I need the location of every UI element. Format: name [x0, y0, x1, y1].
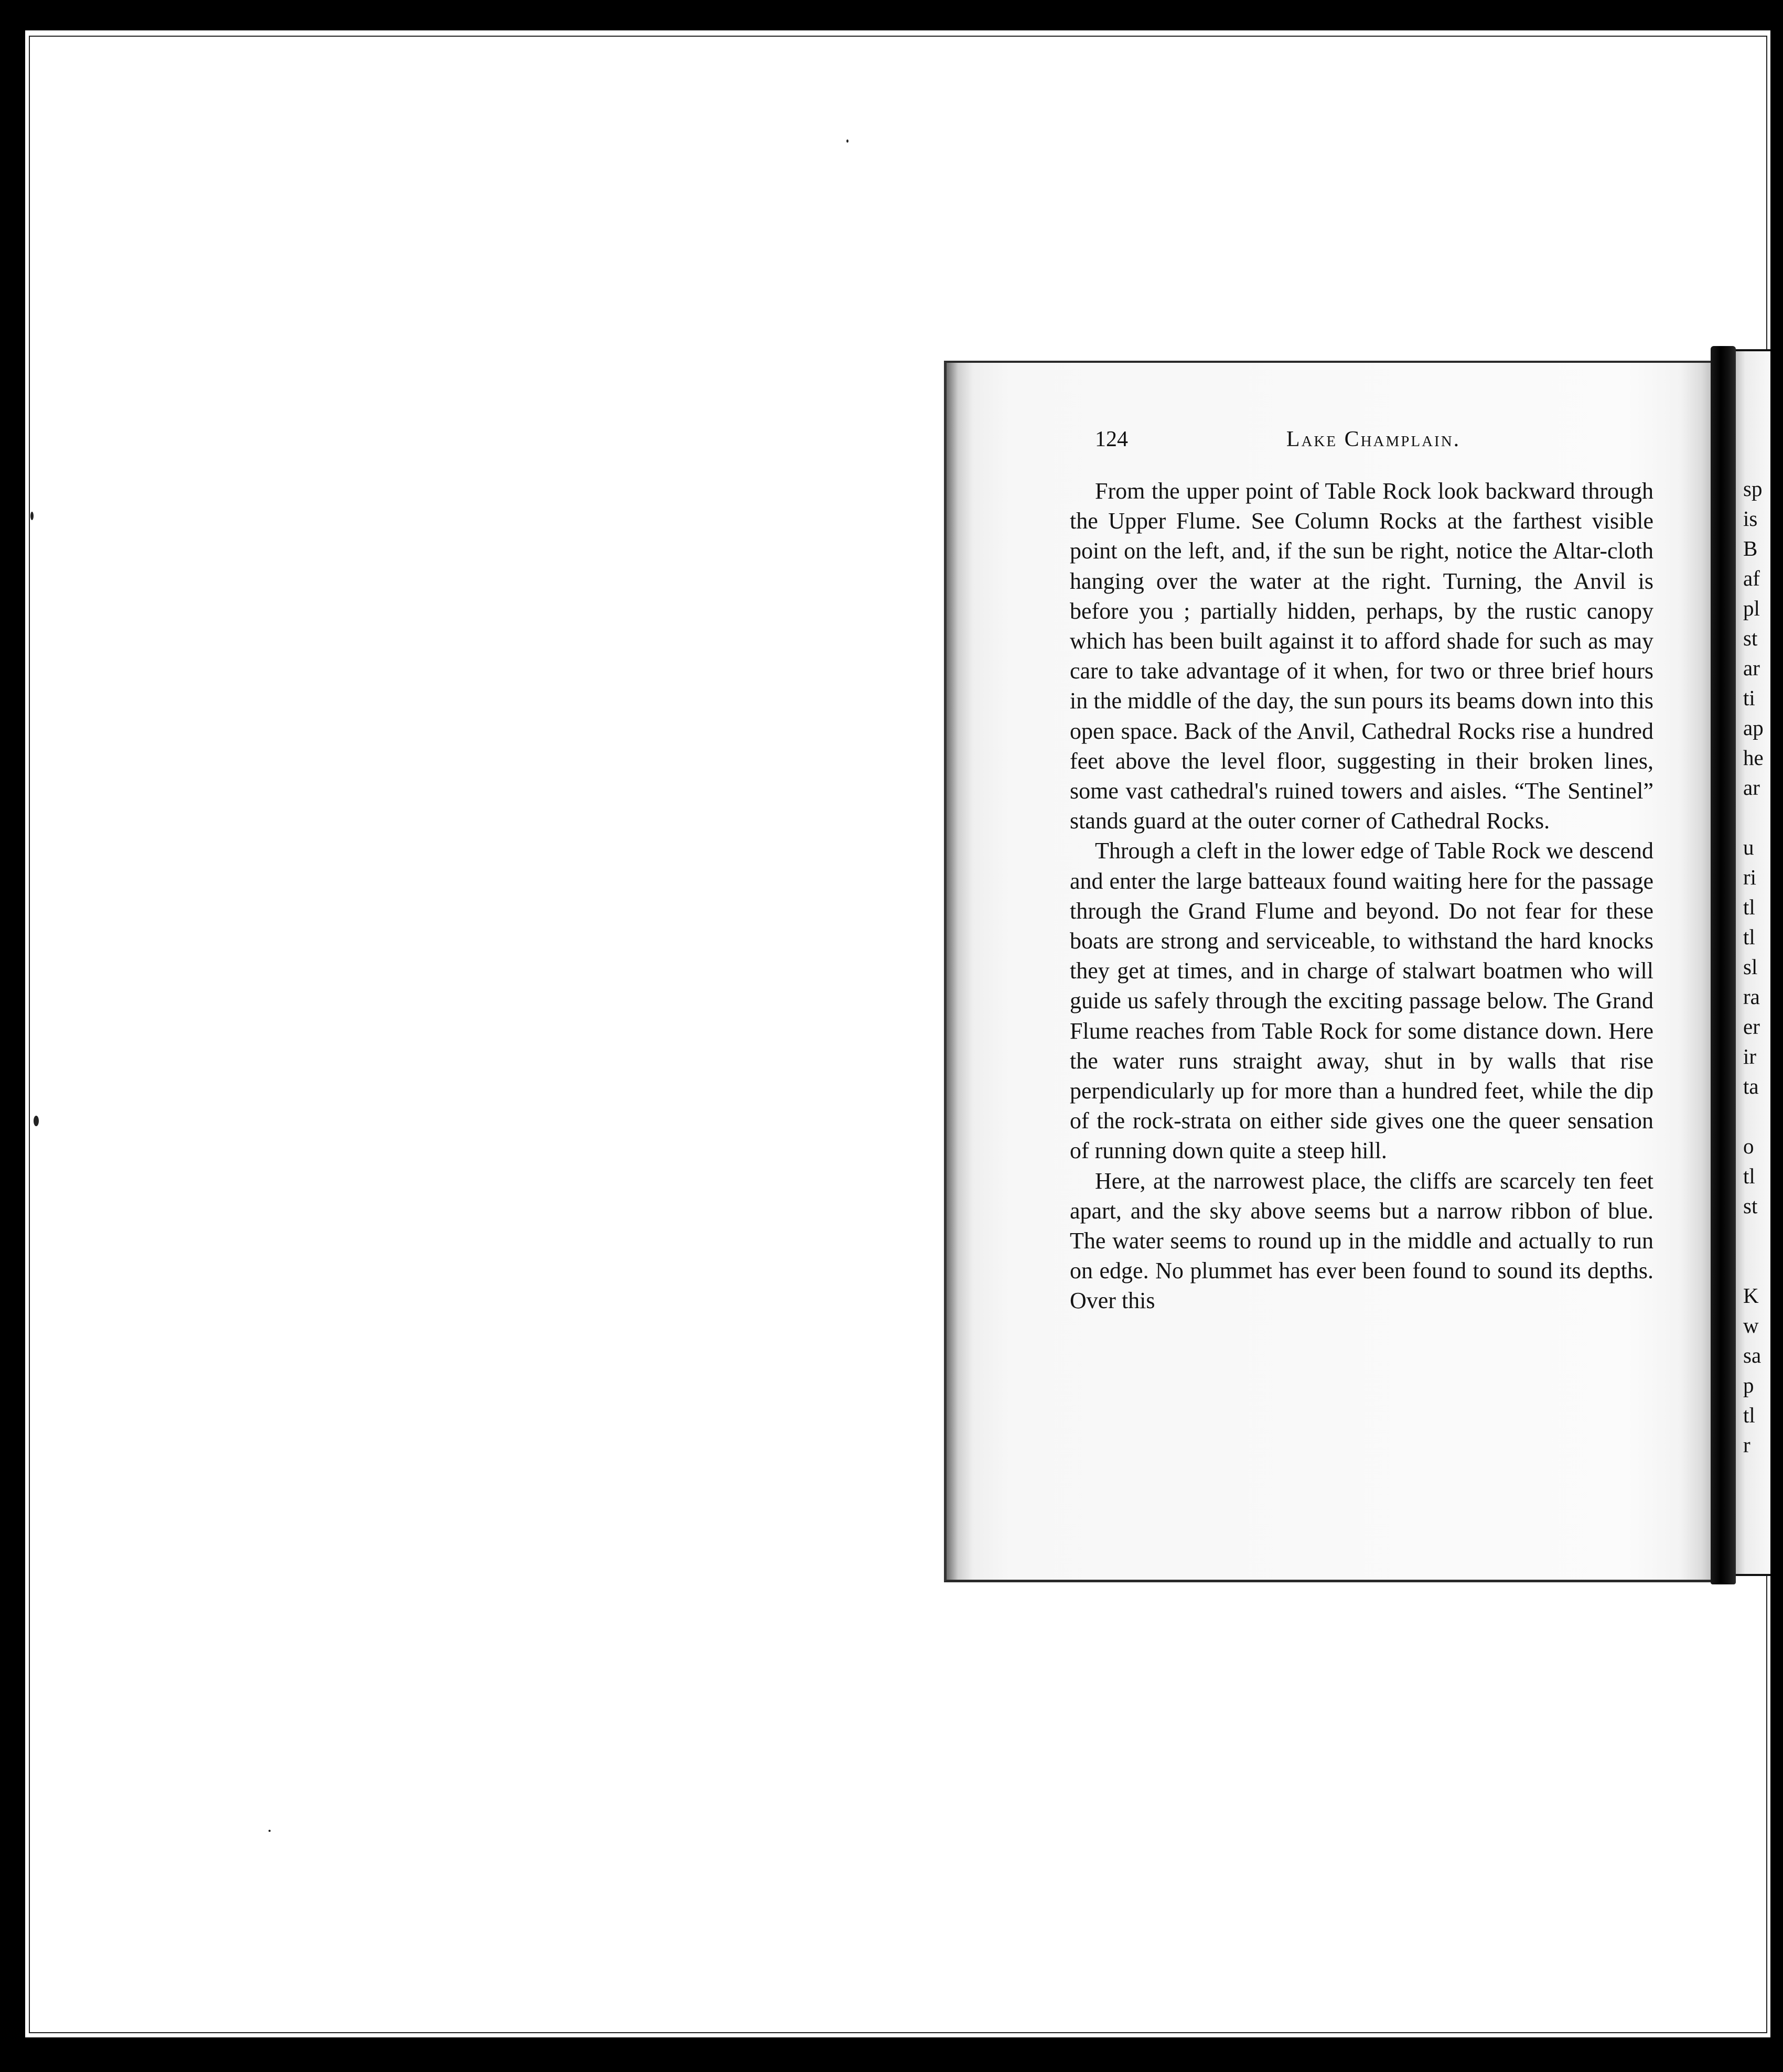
book-spine: [1711, 346, 1736, 1584]
facing-page-line: ta: [1743, 1074, 1759, 1098]
scan-border-bottom: [0, 2037, 1783, 2072]
facing-page-line: ir: [1743, 1044, 1757, 1069]
scan-border-left: [0, 0, 25, 2072]
facing-page-line: he: [1743, 746, 1764, 770]
facing-page-line: B: [1743, 536, 1758, 560]
running-title: Lake Champlain.: [1286, 427, 1461, 451]
facing-page-line: tl: [1743, 925, 1755, 949]
facing-page-line: K: [1743, 1283, 1759, 1308]
facing-page-line: ti: [1743, 686, 1755, 710]
body-text: [1070, 476, 1653, 1316]
facing-page-line: sa: [1743, 1343, 1761, 1367]
facing-page-line: er: [1743, 1015, 1760, 1039]
facing-page-line: st: [1743, 626, 1758, 650]
facing-page-line: ar: [1743, 656, 1760, 680]
facing-page-line: u: [1743, 835, 1754, 859]
scan-speck: [846, 139, 848, 143]
facing-page-line: ri: [1743, 865, 1757, 889]
facing-page-line: st: [1743, 1194, 1758, 1218]
scan-speck: [34, 1116, 39, 1126]
facing-page-line: sl: [1743, 955, 1758, 979]
paragraph: From the upper point of Table Rock look backward through the Upper Flume. See Column Rocks at the farthest visible point on the left, and, if the sun be right, notice the Altar-cloth hanging over the water at the right. Turning, the Anvil is before you ; partially hidden, perhaps, by the rustic canopy which has been built against it to afford shade for such as may care to take advantage of it when, for two or three brief hours in the middle of the day, the sun pours its beams down into this open space. Back of the Anvil, Cathedral Rocks rise a hundred feet above the level floor, suggesting in their broken lines, some vast cathedral's ruined towers and aisles. “The Sentinel” stands guard at the outer corner of Cathedral Rocks.: [1070, 478, 1653, 834]
paragraph: Here, at the narrowest place, the cliffs are scarcely ten feet apart, and the sky above seems but a narrow ribbon of blue. The water seems to round up in the middle and actually to run on edge. No plummet has ever been found to sound its depths. Over this: [1070, 1168, 1653, 1314]
scan-border-right: [1770, 0, 1783, 2072]
facing-page-line: pl: [1743, 596, 1760, 620]
scan-border-top: [0, 0, 1783, 30]
scan-speck: [268, 1830, 271, 1832]
scan-speck: [30, 512, 34, 520]
facing-page-line: ap: [1743, 716, 1764, 740]
facing-page-line: tl: [1743, 895, 1755, 919]
running-head: [1095, 424, 1652, 455]
facing-page-line: r: [1743, 1433, 1750, 1457]
facing-page-line: ra: [1743, 985, 1760, 1009]
facing-page-line: af: [1743, 566, 1760, 590]
facing-page-line: is: [1743, 506, 1758, 531]
facing-page-line: p: [1743, 1373, 1754, 1397]
facing-page-line: tl: [1743, 1403, 1755, 1427]
facing-page-line: ar: [1743, 775, 1760, 800]
facing-page-line: w: [1743, 1313, 1759, 1337]
facing-page-line: sp: [1743, 477, 1763, 501]
facing-page-line: tl: [1743, 1164, 1755, 1188]
facing-page-line: o: [1743, 1134, 1754, 1158]
facing-page: [1736, 349, 1770, 1576]
page-number: 124: [1095, 427, 1128, 451]
paragraph: Through a cleft in the lower edge of Table Rock we descend and enter the large batteaux found waiting here for the passage through the Grand Flume and beyond. Do not fear for these boats are strong and serviceable, to withstand the hard knocks they get at times, and in charge of stalwart boatmen who will guide us safely through the exciting passage below. The Grand Flume reaches from Table Rock for some distance down. Here the water runs straight away, shut in by walls that rise perpendicularly up for more than a hundred feet, while the dip of the rock-strata on either side gives one the queer sensation of running down quite a steep hill.: [1070, 838, 1653, 1164]
